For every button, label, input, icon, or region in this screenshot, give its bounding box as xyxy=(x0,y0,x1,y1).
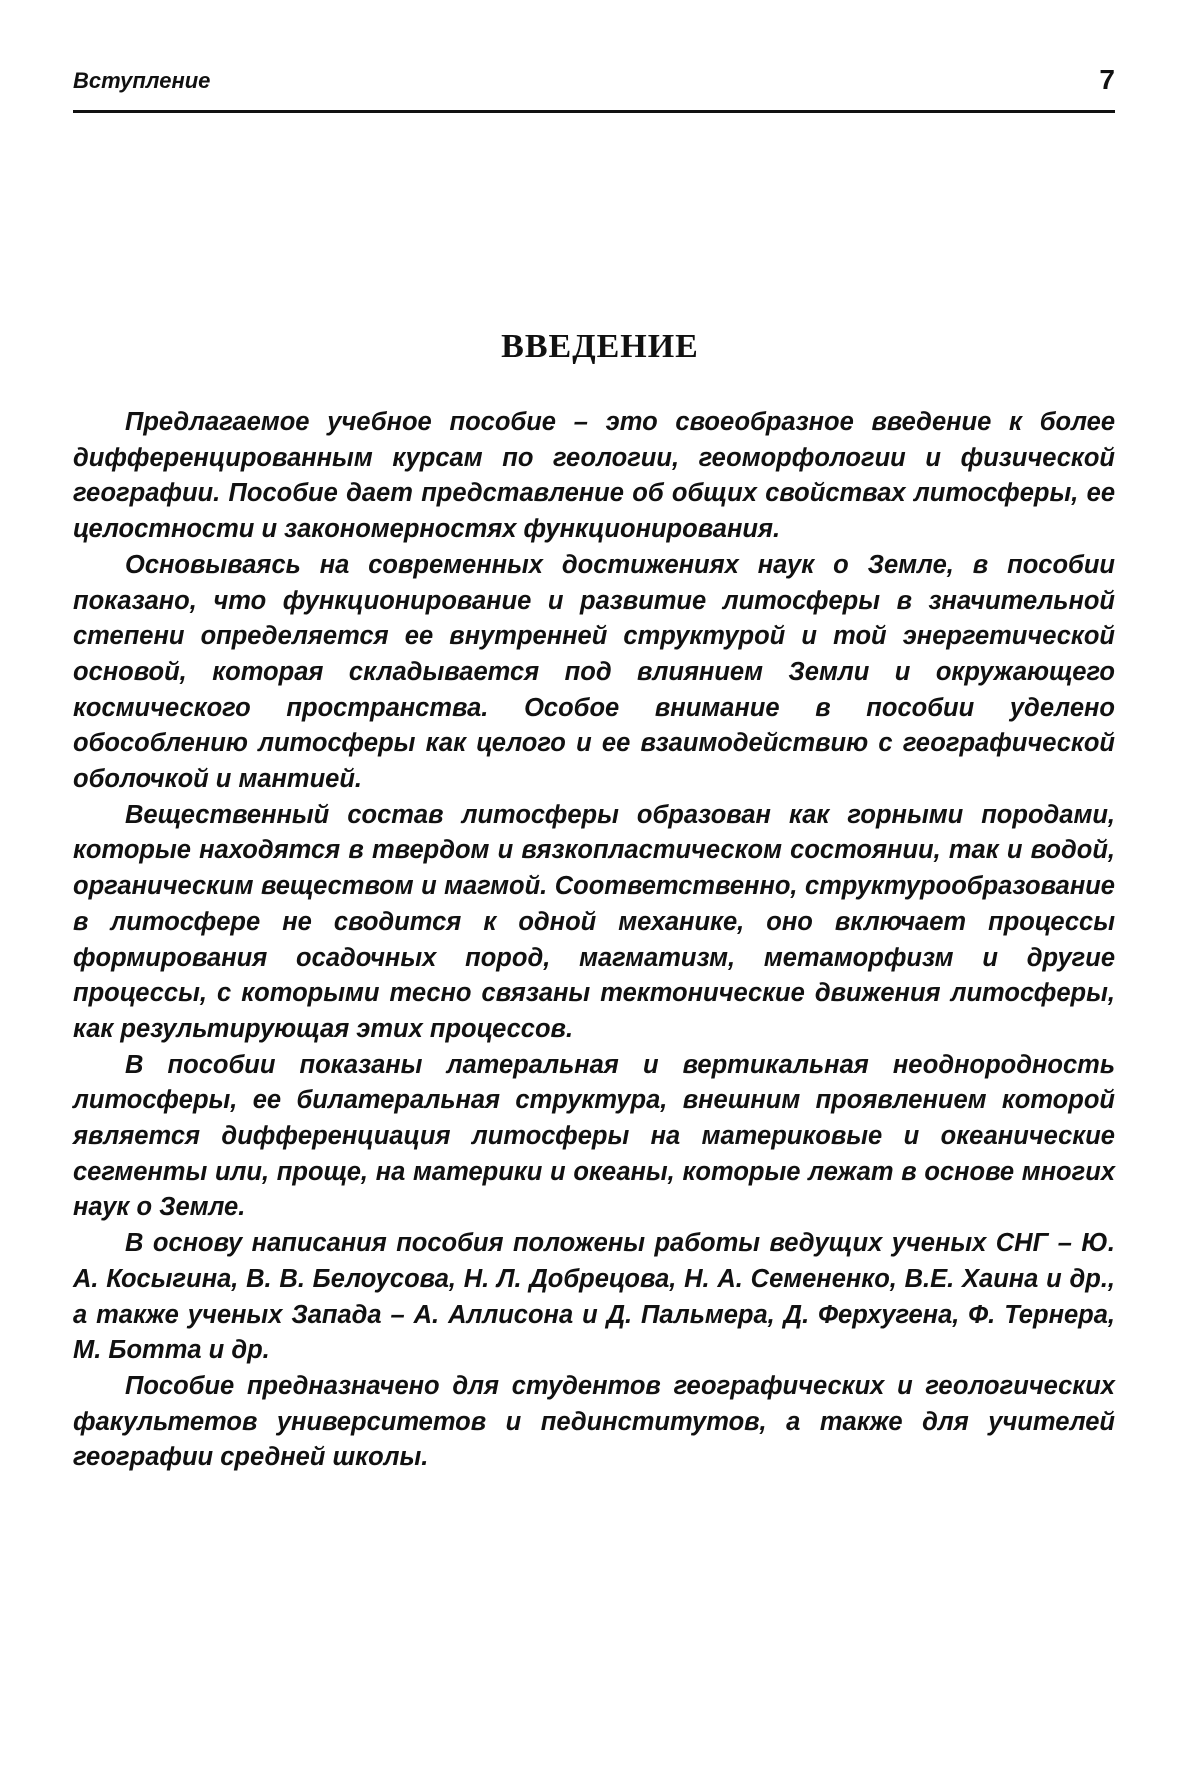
paragraph-6: Пособие предназначено для студентов географических и геологических факультетов университетов и пединститутов, а также для учителей географии средней школы. xyxy=(73,1371,1115,1472)
paragraph-3: Вещественный состав литосферы образован как горными породами, которые находятся в твердом и вязкопластическом состоянии, так и водой, органическим веществом и магмой. Соответственно, структурообразование в литосфере не сводится к одной механике, оно включает процессы формирования осадочных пород, магматизм, метаморфизм и другие процессы, с которыми тесно связаны тектонические движения литосферы, как результирующая этих процессов. xyxy=(73,800,1115,1043)
page-number: 7 xyxy=(1099,64,1115,95)
paragraph-5: В основу написания пособия положены работы ведущих ученых СНГ – Ю. А. Косыгина, В. В. Белоусова, Н. Л. Добрецова, Н. А. Семененко, В.Е. Хаина и др., а также ученых Запада – А. Аллисона и Д. Пальмера, Д. Ферхугена, Ф. Тернера, М. Ботта и др. xyxy=(73,1229,1115,1365)
running-title: Вступление xyxy=(73,68,211,93)
chapter-heading: ВВЕДЕНИЕ xyxy=(501,328,699,365)
running-header xyxy=(73,66,1115,113)
paragraph-4: В пособии показаны латеральная и вертикальная неоднородность литосферы, ее билатеральная структура, внешним проявлением которой является дифференциация литосферы на материковые и океанические сегменты или, проще, на материки и океаны, которые лежат в основе многих наук о Земле. xyxy=(73,1050,1115,1222)
body-text xyxy=(73,405,1115,1476)
paragraph-1: Предлагаемое учебное пособие – это своеобразное введение к более дифференцированным курсам по геологии, геоморфологии и физической географии. Пособие дает представление об общих свойствах литосферы, ее целостности и закономерностях функционирования. xyxy=(73,408,1115,544)
paragraph-2: Основываясь на современных достижениях наук о Земле, в пособии показано, что функционирование и развитие литосферы в значительной степени определяется ее внутренней структурой и той энергетической основой, которая складывается под влиянием Земли и окружающего космического пространства. Особое внимание в пособии уделено обособлению литосферы как целого и ее взаимодействию с географической оболочкой и мантией. xyxy=(73,550,1115,794)
